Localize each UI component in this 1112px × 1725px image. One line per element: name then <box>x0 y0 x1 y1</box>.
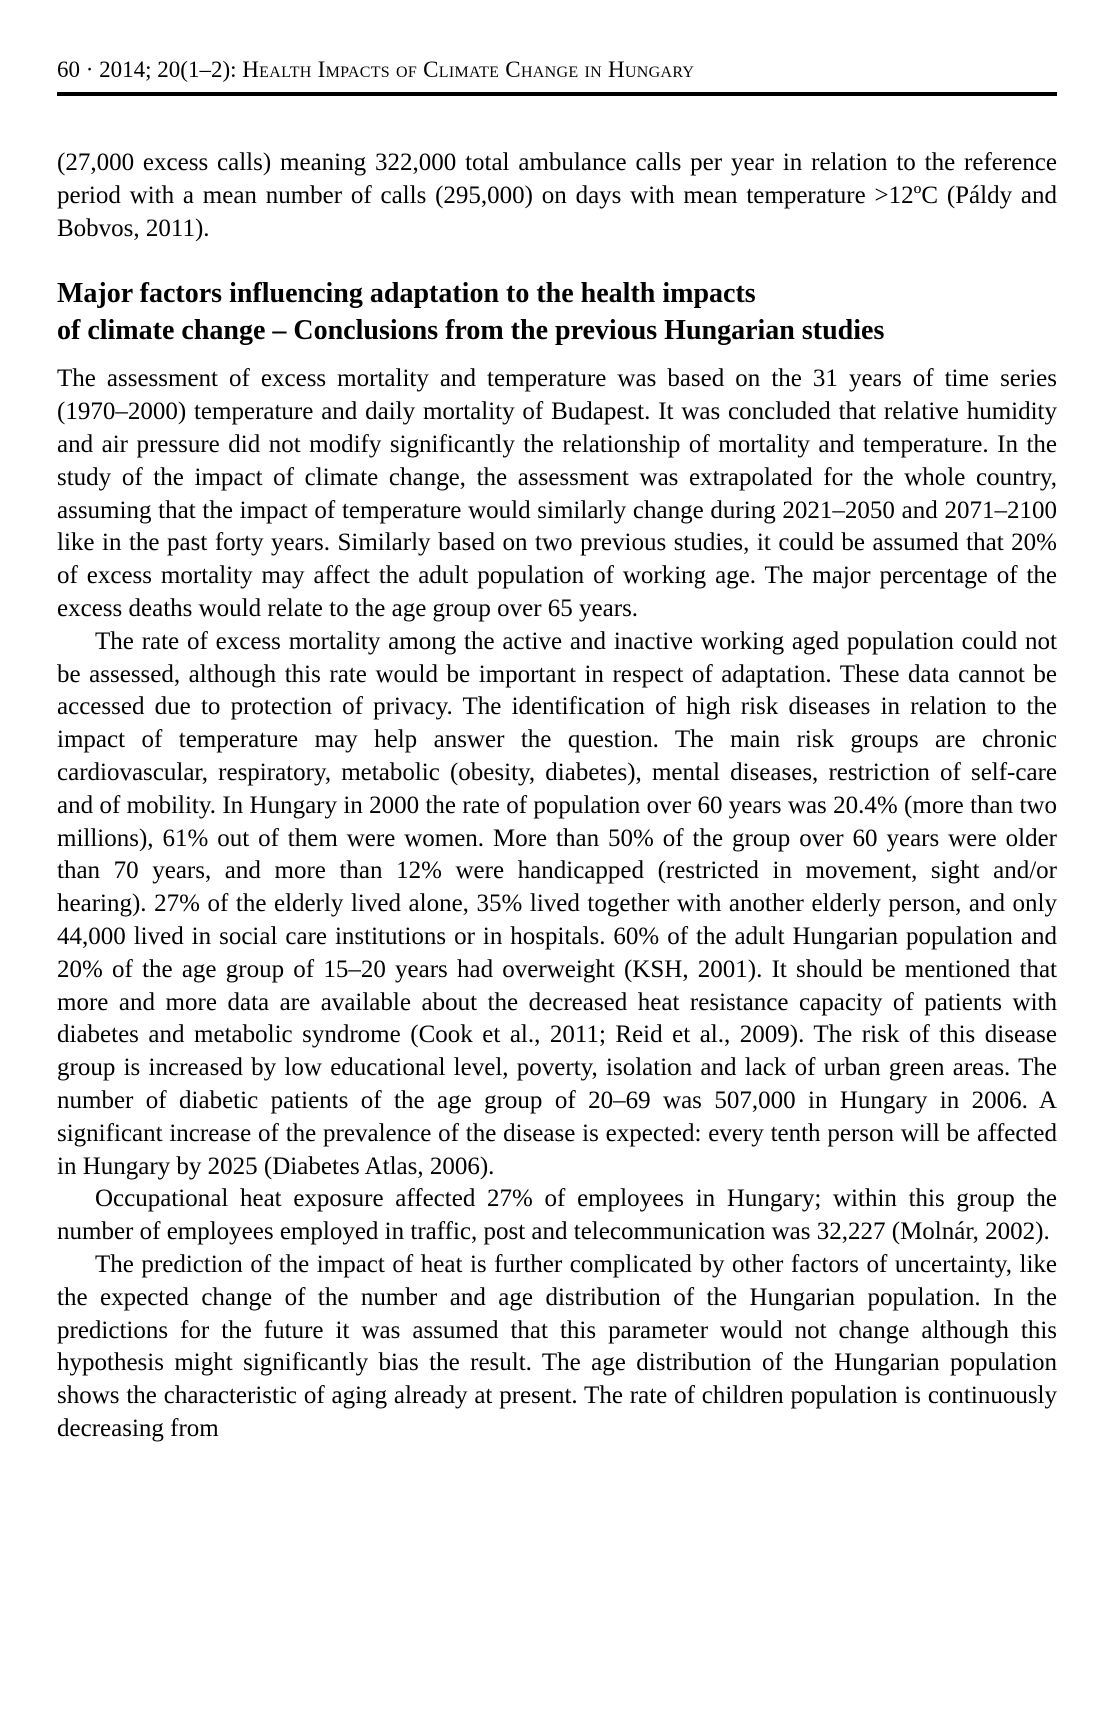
paragraph-risk-groups: The rate of excess mortality among the active and inactive working aged population could not be assessed, although this rate would be important in respect of adaptation. These data cannot be accessed due to protection of privacy. The identification of high risk diseases in relation to the impact of temperature may help answer the question. The main risk groups are chronic cardiovascular, respiratory, metabolic (obesity, diabetes), mental diseases, restriction of self-care and of mobility. In Hungary in 2000 the rate of population over 60 years was 20.4% (more than two millions), 61% out of them were women. More than 50% of the group over 60 years were older than 70 years, and more than 12% were handicapped (restricted in movement, sight and/or hearing). 27% of the elderly lived alone, 35% lived together with another elderly person, and only 44,000 lived in social care institutions or in hospitals. 60% of the adult Hungarian population and 20% of the age group of 15–20 years had overweight (KSH, 2001). It should be mentioned that more and more data are available about the decreased heat resistance capacity of patients with diabetes and metabolic syndrome (Cook et al., 2011; Reid et al., 2009). The risk of this disease group is increased by low educational level, poverty, isolation and lack of urban green areas. The number of diabetic patients of the age group of 20–69 was 507,000 in Hungary in 2006. A significant increase of the prevalence of the disease is expected: every tenth person will be affected in Hungary by 2025 (Diabetes Atlas, 2006). <box>57 627 1057 1180</box>
journal-title: Health Impacts of Climate Change in Hungary <box>242 57 695 82</box>
section-heading <box>57 275 1057 349</box>
page-number-and-citation: 60 · 2014; 20(1–2): <box>57 57 243 82</box>
paragraph-intro-continuation: (27,000 excess calls) meaning 322,000 total ambulance calls per year in relation to the reference period with a mean number of calls (295,000) on days with mean temperature >12ºC (Páldy and Bobvos, 2011). <box>57 149 1057 242</box>
paragraph-assessment: The assessment of excess mortality and temperature was based on the 31 years of time series (1970–2000) temperature and daily mortality of Budapest. It was concluded that relative humidity and air pressure did not modify significantly the relationship of mortality and temperature. In the study of the impact of climate change, the assessment was extrapolated for the whole country, assuming that the impact of temperature would similarly change during 2021–2050 and 2071–2100 like in the past forty years. Similarly based on two previous studies, it could be assumed that 20% of excess mortality may affect the adult population of working age. The major percentage of the excess deaths would relate to the age group over 65 years. <box>57 365 1057 622</box>
running-header <box>57 0 1057 96</box>
section-heading-line-2: of climate change – Conclusions from the previous Hungarian studies <box>57 315 885 347</box>
section-heading-line-1: Major factors influencing adaptation to the health impacts <box>57 278 756 310</box>
paragraph-prediction-uncertainty: The prediction of the impact of heat is further complicated by other factors of uncertainty, like the expected change of the number and age distribution of the Hungarian population. In the predictions for the future it was assumed that this parameter would not change although this hypothesis might significantly bias the result. The age distribution of the Hungarian population shows the characteristic of aging already at present. The rate of children population is continuously decreasing from <box>57 1250 1057 1442</box>
paragraph-occupational-heat: Occupational heat exposure affected 27% of employees in Hungary; within this group the number of employees employed in traffic, post and telecommunication was 32,227 (Molnár, 2002). <box>57 1185 1057 1246</box>
article-body <box>57 147 1057 1446</box>
